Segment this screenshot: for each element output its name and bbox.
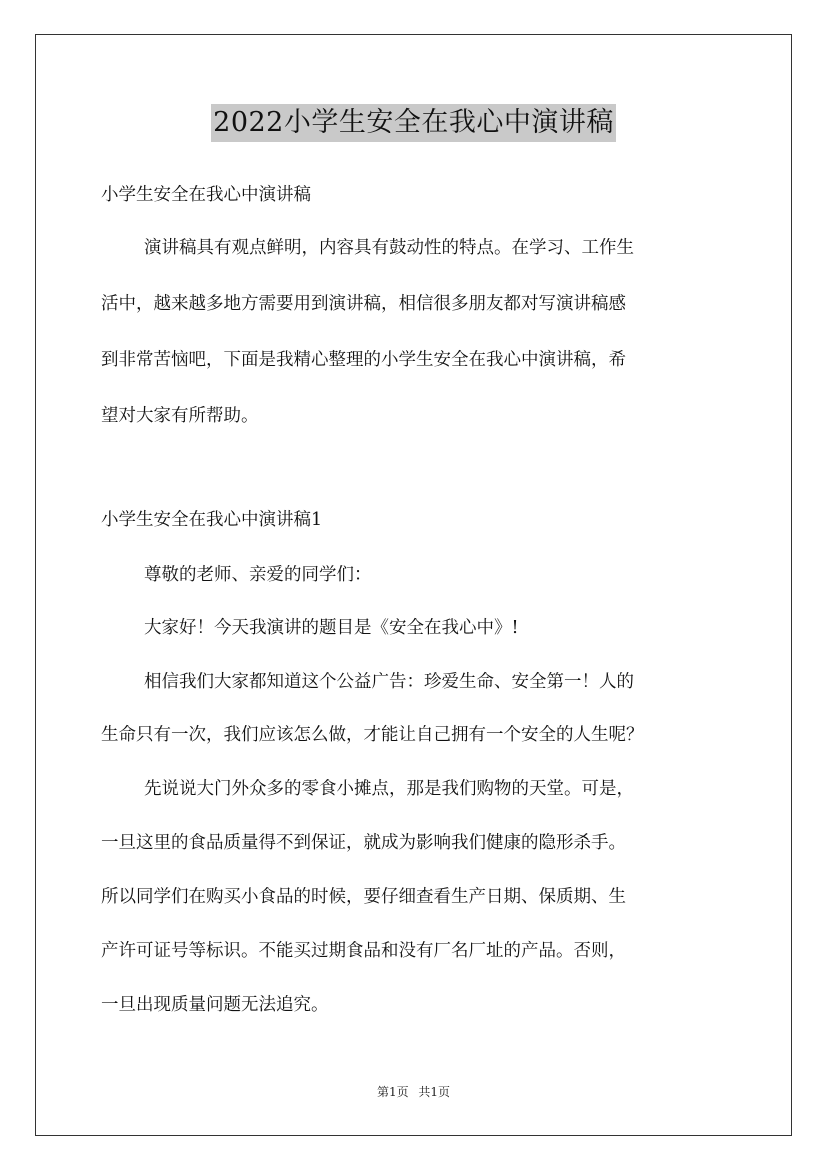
intro-line-2: 活中，越来越多地方需要用到演讲稿，相信很多朋友都对写演讲稿感 — [101, 294, 626, 314]
total-pages: 共1页 — [418, 1085, 451, 1099]
document-title: 2022小学生安全在我心中演讲稿 — [211, 104, 616, 142]
document-subtitle: 小学生安全在我心中演讲稿 — [101, 185, 311, 205]
intro-line-1: 演讲稿具有观点鲜明，内容具有鼓动性的特点。在学习、工作生 — [144, 238, 634, 258]
title-container — [0, 104, 827, 142]
intro-line-4: 望对大家有所帮助。 — [101, 406, 259, 426]
body-line-6: 一旦这里的食品质量得不到保证，就成为影响我们健康的隐形杀手。 — [101, 833, 626, 853]
body-line-7: 所以同学们在购买小食品的时候，要仔细查看生产日期、保质期、生 — [101, 887, 626, 907]
body-line-1: 尊敬的老师、亲爱的同学们： — [144, 565, 372, 585]
section-heading: 小学生安全在我心中演讲稿1 — [101, 510, 323, 530]
page-footer — [0, 1084, 827, 1100]
body-line-8: 产许可证号等标识。不能买过期食品和没有厂名厂址的产品。否则， — [101, 941, 626, 961]
body-line-9: 一旦出现质量问题无法追究。 — [101, 995, 329, 1015]
body-line-5: 先说说大门外众多的零食小摊点，那是我们购物的天堂。可是， — [144, 779, 634, 799]
body-line-4: 生命只有一次，我们应该怎么做，才能让自己拥有一个安全的人生呢？ — [101, 725, 644, 745]
page-number: 第1页 — [376, 1085, 409, 1099]
body-line-2: 大家好！今天我演讲的题目是《安全在我心中》! — [144, 618, 519, 638]
intro-line-3: 到非常苦恼吧，下面是我精心整理的小学生安全在我心中演讲稿，希 — [101, 350, 626, 370]
body-line-3: 相信我们大家都知道这个公益广告：珍爱生命、安全第一！人的 — [144, 672, 634, 692]
